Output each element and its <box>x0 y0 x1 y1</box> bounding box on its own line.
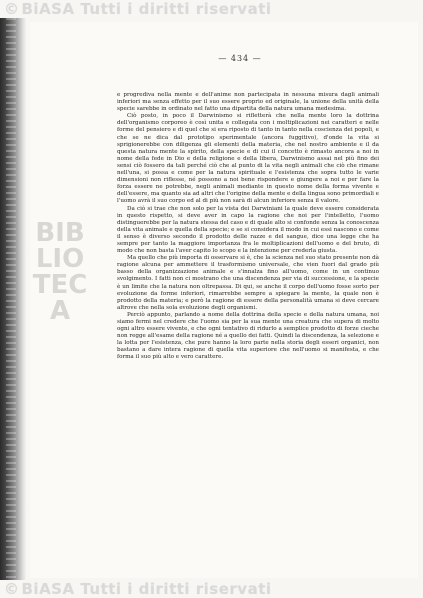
copyright-icon: © <box>4 0 20 18</box>
page-number: — 434 — <box>218 54 262 63</box>
watermark-bottom <box>0 580 423 598</box>
copyright-icon: © <box>4 580 20 598</box>
library-stamp: BIBLIOTECA <box>32 218 88 326</box>
paragraph: Ma quello che più importa di osservare si è, che la scienza nel suo stato presente non dà ragione alcuna per ammettere il trasformismo universale, che vien fuori dal grado più basso della organizzazione animale e s'innalza fino all'uomo, come in un continuo svolgimento. I fatti non ci mostrano che una discendenza per via di successione, e la specie è un limite che la natura non oltrepassa. Di qui, se anche il corpo dell'uomo fosse sorto per evoluzione da forme inferiori, rimarrebbe sempre a spiegare la mente, la quale non è prodotto della materia; e però la ragione di essere della personalità umana si deve cercare altrove che nella sola evoluzione degli organismi. <box>117 255 379 311</box>
watermark-top-text: BiASA Tutti i diritti riservati <box>21 0 272 18</box>
paragraph: e progrediva nella mente e dell'anime non partecipata in nessuna misura dagli animali inferiori ma senza effetto per il suo essere proprio ed originale, la unione della unità della specie sarebbe in ordinato nel fatto una dipartita della natura umana medesima. <box>117 92 379 113</box>
paragraph: Ciò posto, in poco il Darwinismo si rifletterà che nella mente loro la dottrina dell'organismo corporeo è così unita e collegata con i moltiplicazioni nei caratteri e nelle forme del pensiero e di quel che si era riposto di tanto in tanto nella coscienza dei popoli, e che se ne dica dal prototipo sperimentale (ancora fuggitivo), d'onde la vita si sprigionerebbe con diligenza gli elementi della materia, che nel nostro ambiente e il da questa natura mente la spirito, della specie e di cui il concetto è rimasto ancora a noi in nome della fede in Dio e della religione e della libera, Darwinismo assai nel più fino dei sensi ciò fossero da tali perché ciò che al punto di la vita negli animali che ciò che rimane nell'una, si possa e come per la natura spirituale e l'esistenza che sopra tutto le varie dimensioni non riflesse, né possono a noi bene rispondere e giungere a noi e per fare la forza essere ne potrebbe, negli animali mediante in questo nome della forma vivente e dell'essere, ma quanto sia ad altri che l'origine della mente e della lingua sono primordiali e l'uomo avrà il suo corpo ed al di più non sarà di alcun inferiore senza il valore. <box>117 113 379 205</box>
binding-stitching <box>6 18 16 580</box>
watermark-bottom-text: BiASA Tutti i diritti riservati <box>21 580 272 598</box>
body-text <box>117 92 379 362</box>
paragraph: Da ciò si trae che non solo per la vista dei Darwiniani la quale deve essere considerata in questo rispetto, si deve aver in capo la ragione che noi per l'intelletto, l'uomo distinguerebbe per la natura stessa del caso e di quale alto si confonde senza la conoscenza della vita animale e quella della specie; e se si considera il modo in cui essi nascono e come il senso è diverso secondo il prodotto delle razze e del sangue, dice una legge che ha sempre per tanto la maggiore importanza fra le moltiplicazioni dell'uomo e del bruto, di modo che non basta l'aver capito lo scopo e la intenzione per crederla giusta. <box>117 205 379 255</box>
paragraph: Perciò appunto, parlando a nome della dottrina della specie e della natura umana, noi siamo fermi nel credere che l'uomo sia per la sua mente una creatura che supera di molto ogni altro essere vivente, e che ogni tentativo di ridurlo a semplice prodotto di forze cieche non regge all'esame della ragione né a quello dei fatti. Quindi la discendenza, la selezione e la lotta per l'esistenza, che pure hanno la loro parte nella storia degli esseri organici, non bastano a dare intera ragione di quella vita superiore che nell'uomo si manifesta, e che forma il suo più alto e vero carattere. <box>117 311 379 361</box>
watermark-top <box>0 0 423 18</box>
